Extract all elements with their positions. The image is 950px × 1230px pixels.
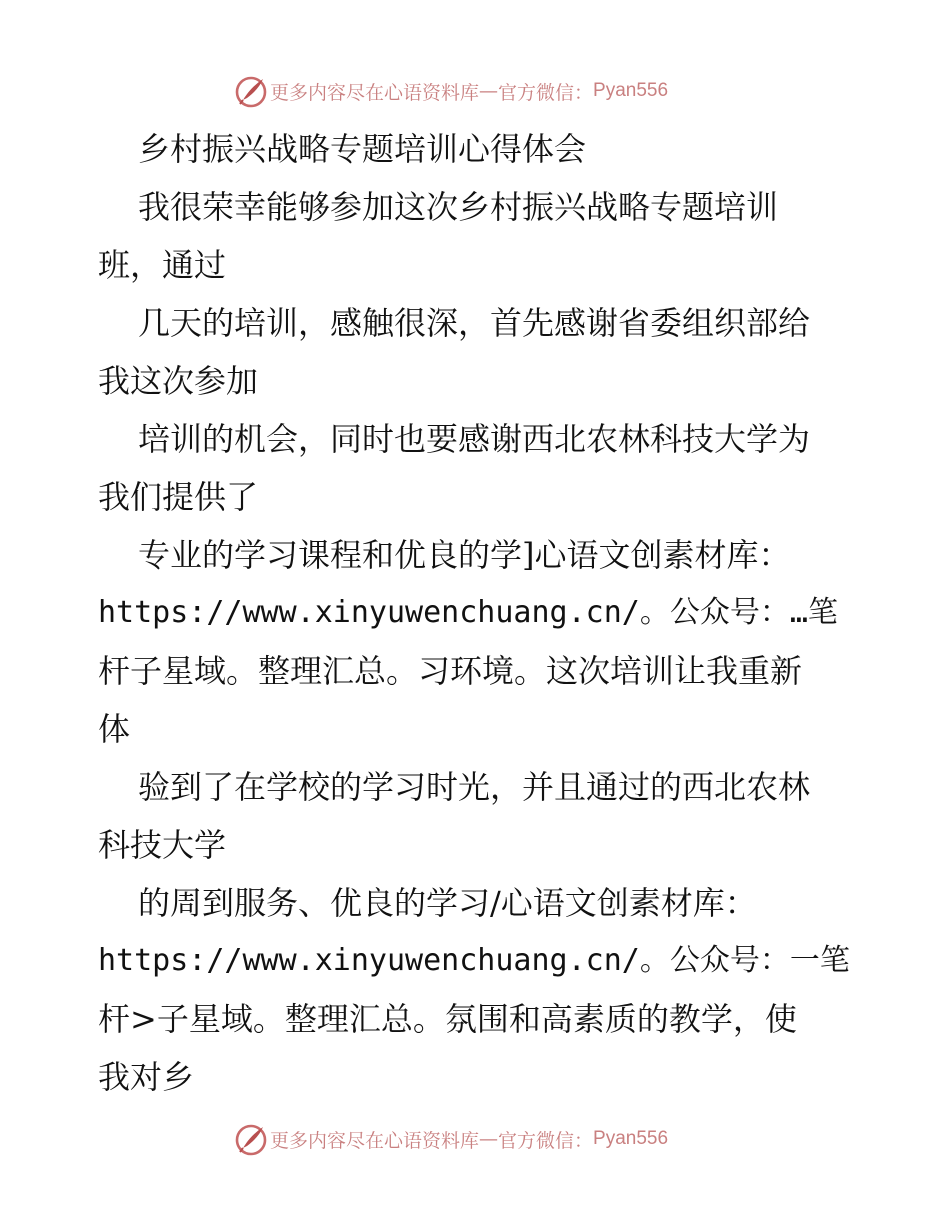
paragraph-line: 的周到服务、优良的学习/心语文创素材库： <box>138 884 757 922</box>
paragraph-line: 培训的机会，同时也要感谢西北农林科技大学为 <box>138 420 811 458</box>
paragraph-line: 体 <box>98 710 131 748</box>
paragraph-line: 我这次参加 <box>98 362 259 400</box>
paragraph-line: 我很荣幸能够参加这次乡村振兴战略专题培训 <box>138 188 779 226</box>
paragraph-line: 专业的学习课程和优良的学]心语文创素材库： <box>138 536 791 574</box>
watermark-separator: — <box>479 1128 499 1150</box>
paragraph-line: 我对乡 <box>98 1058 195 1096</box>
watermark-header <box>234 74 714 108</box>
watermark-wechat-id: Pyan556 <box>593 1128 669 1149</box>
paragraph-line: 几天的培训，感触很深，首先感谢省委组织部给 <box>138 304 811 342</box>
paragraph-line: 验到了在学校的学习时光，并且通过的西北农林 <box>138 768 811 806</box>
paragraph-line: 班，通过 <box>98 246 227 284</box>
watermark-wechat-id: Pyan556 <box>593 80 669 101</box>
paragraph-line: 杆>子星域。整理汇总。氛围和高素质的教学，使 <box>98 1000 797 1038</box>
watermark-footer <box>234 1122 714 1156</box>
url-line: https://www.xinyuwenchuang.cn/。公众号：…笔 <box>98 595 838 630</box>
watermark-wechat-label: 官方微信： <box>498 1129 594 1152</box>
document-body <box>98 120 858 1106</box>
watermark-brand-text: 更多内容尽在心语资料库 <box>270 1129 480 1152</box>
paragraph-line: 杆子星域。整理汇总。习环境。这次培训让我重新 <box>98 652 803 690</box>
watermark-wechat-label: 官方微信： <box>498 81 594 104</box>
quill-logo-icon <box>234 74 268 108</box>
watermark-brand-text: 更多内容尽在心语资料库 <box>270 81 480 104</box>
url-line: https://www.xinyuwenchuang.cn/。公众号：一笔 <box>98 943 850 978</box>
document-title: 乡村振兴战略专题培训心得体会 <box>138 130 587 168</box>
paragraph-line: 科技大学 <box>98 826 227 864</box>
watermark-separator: — <box>479 80 499 102</box>
quill-logo-icon <box>234 1122 268 1156</box>
paragraph-line: 我们提供了 <box>98 478 259 516</box>
